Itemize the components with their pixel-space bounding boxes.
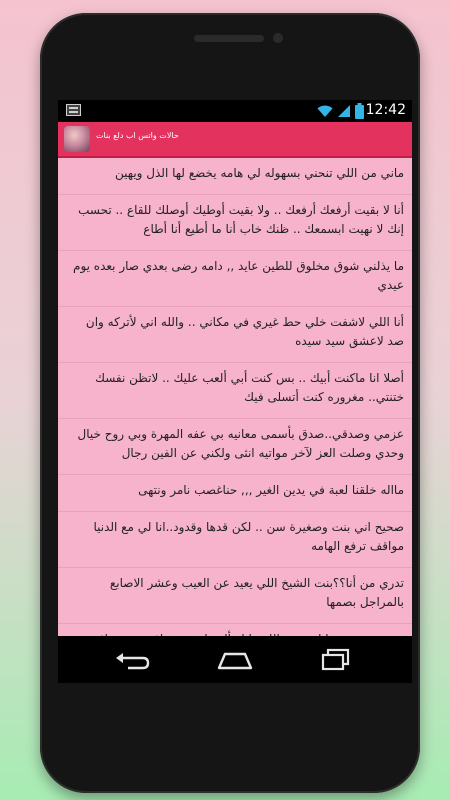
wifi-icon bbox=[317, 104, 333, 118]
signal-icon bbox=[337, 104, 351, 118]
app-title: حالات واتس اب دلع بنات bbox=[96, 131, 179, 140]
device-screen bbox=[58, 100, 412, 683]
list-item[interactable]: أنا اللي لاشفت خلي حط غيري في مكاني .. والله اني لأتركه وان صد لاعشق سيد سيده bbox=[58, 307, 412, 363]
action-bar bbox=[58, 122, 412, 158]
navigation-bar bbox=[58, 636, 412, 683]
recent-apps-icon[interactable] bbox=[316, 648, 356, 672]
status-list[interactable] bbox=[58, 158, 412, 636]
list-item[interactable]: ماني من اللي تنحني بسهوله لي هامه يخضع لها الذل ويهين bbox=[58, 158, 412, 195]
list-item[interactable]: عزمي وصدقي..صدق بأسمى معانيه بي عفه المهرة وبي روح خيال وحدي وصلت العز لآخر مواتيه انثى ولكني عن الفين رجال bbox=[58, 419, 412, 475]
list-item[interactable]: ما يذلني شوق مخلوق للطين عايد ,, دامه رضى بعدي صار بعده يوم عيدي bbox=[58, 251, 412, 307]
status-bar bbox=[58, 100, 412, 122]
list-item[interactable]: صحيح اني بنت وصغيرة سن .. لكن قدها وقدود..انا لي مع الدنيا مواقف ترفع الهامه bbox=[58, 512, 412, 568]
status-time: 12:42 bbox=[365, 102, 406, 118]
front-camera bbox=[273, 33, 283, 43]
battery-icon bbox=[355, 103, 364, 119]
list-item[interactable]: أصلا انا ماكنت أبيك .. بس كنت أبي ألعب عليك .. لاتظن نفسك ختنتي.. مغروره كنت أتسلى فيك bbox=[58, 363, 412, 419]
home-icon[interactable] bbox=[215, 648, 255, 672]
list-item[interactable]: مااله خلقنا لعبة في يدين الغير ,,, حناغصب نامر ونتهى bbox=[58, 475, 412, 512]
app-icon[interactable] bbox=[64, 126, 90, 152]
list-item[interactable]: تدري من أنا؟؟بنت الشيخ اللي يعيد عن العيب وعشر الاصابع بالمراجل بصمها bbox=[58, 568, 412, 624]
list-item[interactable]: أنا لا بقيت أرفعك أرفعك .. ولا بقيت أوطيك أوصلك للقاع .. تحسب إنك لا نهيت ابسمعك .. ظنك خاب أنا ما أطيع أنا أطاع bbox=[58, 195, 412, 251]
photo-icon bbox=[66, 104, 81, 116]
speaker-grille bbox=[194, 35, 264, 42]
back-icon[interactable] bbox=[112, 648, 152, 672]
